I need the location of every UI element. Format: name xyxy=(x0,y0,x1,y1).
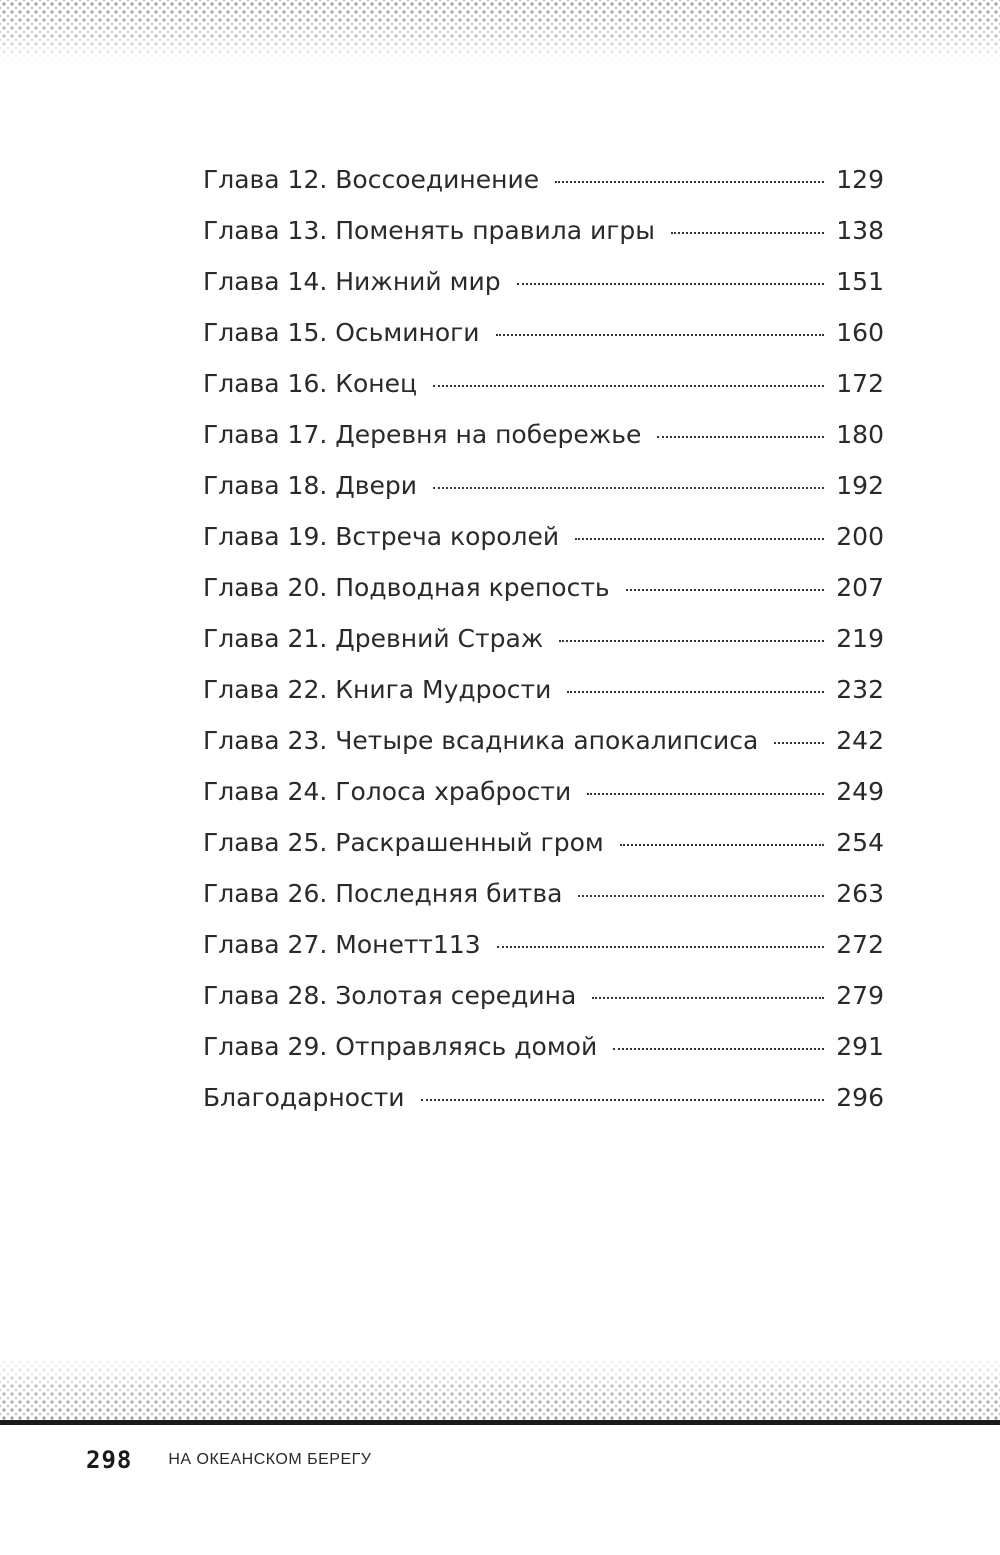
page-footer xyxy=(86,1443,371,1477)
toc-entry-title: Глава 18. Двери xyxy=(203,471,418,500)
dot-leader xyxy=(587,793,824,795)
toc-entry-page: 263 xyxy=(836,879,884,908)
toc-entry-title: Глава 27. Монетт113 xyxy=(203,930,481,959)
toc-entry xyxy=(203,260,884,311)
toc-entry xyxy=(203,974,884,1025)
footer-rule xyxy=(0,1420,1000,1425)
table-of-contents xyxy=(203,158,884,1127)
dot-leader xyxy=(657,436,824,438)
toc-entry-title: Глава 19. Встреча королей xyxy=(203,522,560,551)
toc-entry xyxy=(203,566,884,617)
toc-entry-title: Глава 22. Книга Мудрости xyxy=(203,675,552,704)
toc-entry-page: 232 xyxy=(836,675,884,704)
toc-entry-title: Глава 13. Поменять правила игры xyxy=(203,216,655,245)
dot-leader xyxy=(433,385,824,387)
toc-entry-page: 272 xyxy=(836,930,884,959)
toc-entry-title: Глава 16. Конец xyxy=(203,369,418,398)
page-number: 298 xyxy=(86,1446,133,1474)
toc-entry-page: 279 xyxy=(836,981,884,1010)
toc-entry-page: 219 xyxy=(836,624,884,653)
toc-entry xyxy=(203,617,884,668)
dot-leader xyxy=(497,946,825,948)
toc-entry xyxy=(203,1076,884,1127)
dot-leader xyxy=(496,334,825,336)
toc-entry xyxy=(203,770,884,821)
dot-leader xyxy=(671,232,824,234)
toc-entry xyxy=(203,1025,884,1076)
toc-entry-page: 296 xyxy=(836,1083,884,1112)
toc-entry-page: 254 xyxy=(836,828,884,857)
toc-entry xyxy=(203,158,884,209)
dot-leader xyxy=(433,487,824,489)
toc-entry-title: Глава 15. Осьминоги xyxy=(203,318,480,347)
running-title: НА ОКЕАНСКОМ БЕРЕГУ xyxy=(168,1451,372,1468)
toc-entry xyxy=(203,872,884,923)
toc-entry xyxy=(203,821,884,872)
dot-leader xyxy=(578,895,824,897)
toc-entry-page: 207 xyxy=(836,573,884,602)
toc-entry-title: Благодарности xyxy=(203,1083,405,1112)
toc-entry-page: 138 xyxy=(836,216,884,245)
toc-entry-title: Глава 14. Нижний мир xyxy=(203,267,501,296)
toc-entry-page: 249 xyxy=(836,777,884,806)
dot-leader xyxy=(421,1099,825,1101)
toc-entry xyxy=(203,719,884,770)
dot-leader xyxy=(517,283,825,285)
toc-entry-page: 160 xyxy=(836,318,884,347)
toc-entry-title: Глава 28. Золотая середина xyxy=(203,981,577,1010)
toc-entry-page: 291 xyxy=(836,1032,884,1061)
toc-entry-page: 242 xyxy=(836,726,884,755)
toc-entry-page: 200 xyxy=(836,522,884,551)
toc-entry-title: Глава 23. Четыре всадника апокалипсиса xyxy=(203,726,759,755)
toc-entry-page: 151 xyxy=(836,267,884,296)
dot-leader xyxy=(592,997,824,999)
dot-leader xyxy=(626,589,825,591)
toc-entry xyxy=(203,923,884,974)
toc-entry xyxy=(203,668,884,719)
toc-entry-page: 192 xyxy=(836,471,884,500)
toc-entry xyxy=(203,362,884,413)
dot-leader xyxy=(613,1048,824,1050)
pixel-pattern-top xyxy=(0,0,1000,62)
toc-entry-title: Глава 21. Древний Страж xyxy=(203,624,544,653)
toc-entry xyxy=(203,515,884,566)
toc-entry xyxy=(203,413,884,464)
toc-entry-page: 172 xyxy=(836,369,884,398)
toc-entry-title: Глава 24. Голоса храбрости xyxy=(203,777,572,806)
toc-entry xyxy=(203,209,884,260)
toc-entry-title: Глава 25. Раскрашенный гром xyxy=(203,828,604,857)
pixel-pattern-bottom xyxy=(0,1358,1000,1422)
toc-entry xyxy=(203,311,884,362)
toc-entry-page: 180 xyxy=(836,420,884,449)
toc-entry-title: Глава 29. Отправляясь домой xyxy=(203,1032,598,1061)
dot-leader xyxy=(575,538,824,540)
toc-entry-title: Глава 17. Деревня на побережье xyxy=(203,420,642,449)
dot-leader xyxy=(620,844,825,846)
toc-entry-title: Глава 12. Воссоединение xyxy=(203,165,540,194)
dot-leader xyxy=(774,742,824,744)
toc-entry-title: Глава 26. Последняя битва xyxy=(203,879,563,908)
dot-leader xyxy=(567,691,824,693)
toc-entry xyxy=(203,464,884,515)
dot-leader xyxy=(555,181,824,183)
dot-leader xyxy=(559,640,824,642)
toc-entry-title: Глава 20. Подводная крепость xyxy=(203,573,610,602)
toc-entry-page: 129 xyxy=(836,165,884,194)
